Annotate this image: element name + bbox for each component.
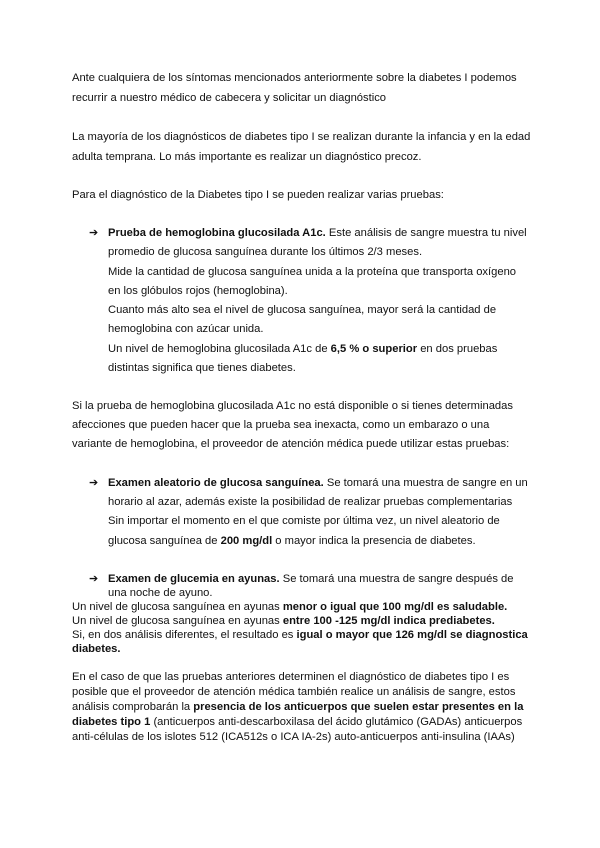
- p5-l4-bold: diabetes.: [72, 643, 121, 655]
- b3-text: Se tomará una muestra de sangre después de: [279, 573, 514, 585]
- p2-line-1: La mayoría de los diagnósticos de diabetes tipo I se realizan durante la infancia y en la edad: [72, 131, 531, 143]
- p5-l3-text: Si, en dos análisis diferentes, el resultado es: [72, 629, 297, 641]
- b3-line-1: [108, 572, 513, 586]
- b1-line-8: distintas significa que tienes diabetes.: [108, 362, 296, 374]
- p3-line: Para el diagnóstico de la Diabetes tipo I se pueden realizar varias pruebas:: [72, 189, 444, 201]
- intro-line-2: recurrir a nuestro médico de cabecera y solicitar un diagnóstico: [72, 92, 387, 104]
- b1-line-6: hemoglobina con azúcar unida.: [108, 323, 264, 335]
- p6-l3-bold: presencia de los anticuerpos que suelen estar presentes en la: [193, 701, 524, 713]
- p5-l1-bold: menor o igual que 100 mg/dl es saludable.: [282, 601, 508, 613]
- b2-l4-tail: o mayor indica la presencia de diabetes.: [272, 535, 476, 547]
- p4-line-3: variante de hemoglobina, el proveedor de atención médica puede utilizar estas pruebas:: [72, 438, 510, 450]
- p5-l2-text: Un nivel de glucosa sanguínea en ayunas: [72, 615, 283, 627]
- arrow-bullet-icon: ➔: [89, 227, 99, 239]
- b2-l4-bold: 200 mg/dl: [220, 535, 273, 547]
- b2-line-3: Sin importar el momento en el que comiste por última vez, un nivel aleatorio de: [108, 515, 500, 527]
- b1-line-1: [108, 226, 527, 240]
- b2-line-2: horario al azar, además existe la posibilidad de realizar pruebas complementarias: [108, 496, 513, 508]
- b1-line-3: Mide la cantidad de glucosa sanguínea unida a la proteína que transporta oxígeno: [108, 266, 517, 278]
- p5-line-3: [72, 628, 528, 642]
- p5-line-2: [72, 614, 495, 628]
- b1-text: Este análisis de sangre muestra tu nivel: [325, 227, 527, 239]
- b3-title: Examen de glucemia en ayunas.: [108, 573, 280, 585]
- p5-l1-text: Un nivel de glucosa sanguínea en ayunas: [72, 601, 283, 613]
- p5-l3-bold: igual o mayor que 126 mg/dl se diagnostica: [296, 629, 528, 641]
- b2-text: Se tomará una muestra de sangre en un: [323, 477, 528, 489]
- b2-l4-text: glucosa sanguínea de: [108, 535, 221, 547]
- p6-line-1: En el caso de que las pruebas anteriores determinen el diagnóstico de diabetes tipo I es: [72, 671, 510, 683]
- arrow-bullet-icon: ➔: [89, 573, 99, 585]
- arrow-bullet-icon: ➔: [89, 477, 99, 489]
- b2-line-4: [108, 534, 476, 548]
- b1-line-2: promedio de glucosa sanguínea durante los últimos 2/3 meses.: [108, 246, 423, 258]
- p6-line-4: [72, 715, 522, 729]
- p6-l4-bold: diabetes tipo 1: [72, 716, 151, 728]
- p5-l2-bold: entre 100 -125 mg/dl indica prediabetes.: [282, 615, 495, 627]
- p6-line-2: posible que el proveedor de atención médica también realice un análisis de sangre, estos: [72, 686, 516, 698]
- b1-l7-bold: 6,5 % o superior: [330, 343, 418, 355]
- b2-title: Examen aleatorio de glucosa sanguínea.: [108, 477, 324, 489]
- p6-l3-text: análisis comprobarán la: [72, 701, 194, 713]
- b1-line-5: Cuanto más alto sea el nivel de glucosa sanguínea, mayor será la cantidad de: [108, 304, 497, 316]
- p5-line-4: [72, 642, 121, 656]
- p6-line-3: [72, 700, 523, 714]
- p6-l4-text: (anticuerpos anti-descarboxilasa del ácido glutámico (GADAs) anticuerpos: [150, 716, 523, 728]
- b1-line-7: [108, 342, 497, 356]
- b1-l7-tail: en dos pruebas: [417, 343, 498, 355]
- p4-line-2: afecciones que pueden hacer que la prueba sea inexacta, como un embarazo o una: [72, 419, 490, 431]
- b3-line-2: una noche de ayuno.: [108, 587, 213, 599]
- b1-l7-text: Un nivel de hemoglobina glucosilada A1c de: [108, 343, 331, 355]
- b2-line-1: [108, 476, 528, 490]
- intro-line-1: Ante cualquiera de los síntomas mencionados anteriormente sobre la diabetes I podemos: [72, 72, 517, 84]
- p4-line-1: Si la prueba de hemoglobina glucosilada A1c no está disponible o si tienes determinadas: [72, 400, 513, 412]
- p6-line-5: anti-células de los islotes 512 (ICA512s o ICA IA-2s) auto-anticuerpos anti-insulina (IAAs): [72, 731, 515, 743]
- b1-title: Prueba de hemoglobina glucosilada A1c.: [108, 227, 326, 239]
- p2-line-2: adulta temprana. Lo más importante es realizar un diagnóstico precoz.: [72, 151, 422, 163]
- b1-line-4: en los glóbulos rojos (hemoglobina).: [108, 285, 288, 297]
- p5-line-1: [72, 600, 507, 614]
